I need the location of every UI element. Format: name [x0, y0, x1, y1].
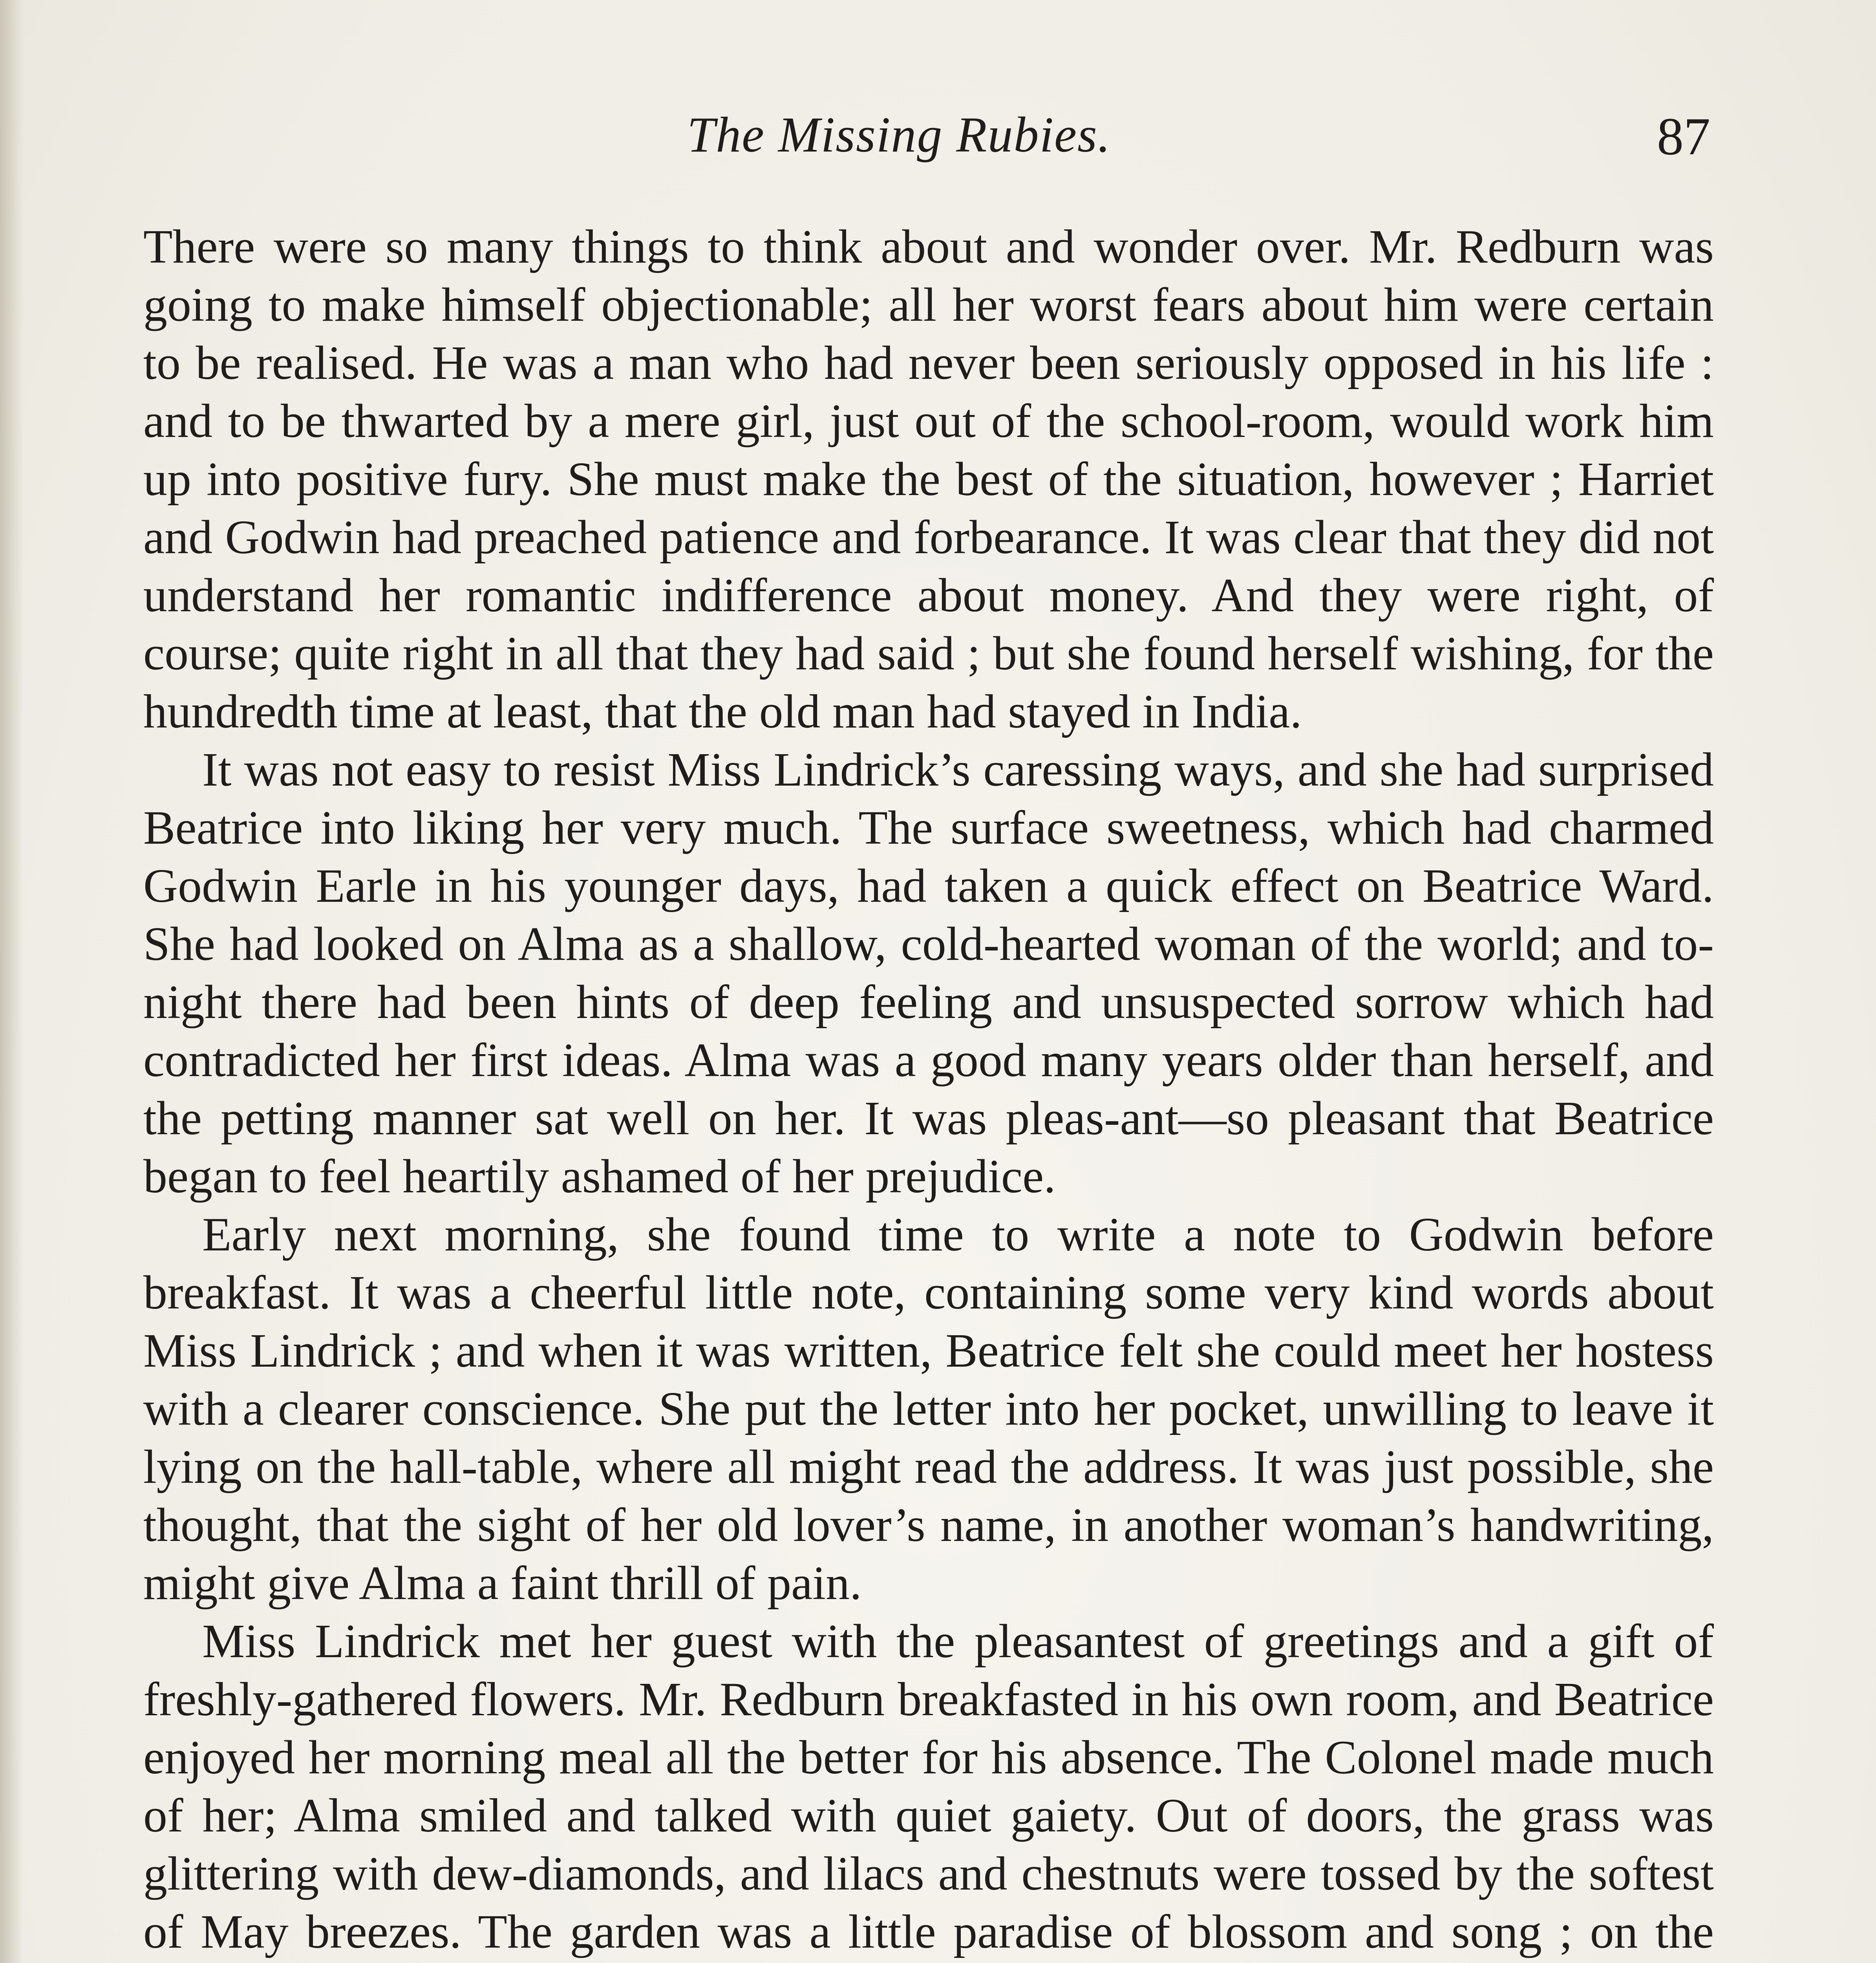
running-title: The Missing Rubies. [687, 107, 1111, 163]
paragraph: Miss Lindrick met her guest with the pleasantest of greetings and a gift of freshly-gathered flowers. Mr. Redburn breakfasted in his own room, and Beatrice enjoyed her morning meal all the better for his absence. The Colonel made much of her; Alma smiled and talked with quiet gaiety. Out of doors, the grass was glittering with dew-diamonds, and lilacs and chestnuts were tossed by the softest of May breezes. The garden was a little paradise of blossom and song ; on the [143, 1615, 1714, 1958]
page-number: 87 [1657, 107, 1710, 166]
paragraph: There were so many things to think about and wonder over. Mr. Redburn was going to make himself objectionable; all her worst fears about him were certain to be realised. He was a man who had never been seriously opposed in his life : and to be thwarted by a mere girl, just out of the school-room, would work him up into positive fury. She must make the best of the situation, however ; Harriet and Godwin had preached patience and forbearance. It was clear that they did not understand her romantic indifference about money. And they were right, of course; quite right in all that they had said ; but she found herself wishing, for the hundredth time at least, that the old man had stayed in India. [143, 220, 1714, 738]
page-gutter-shadow [0, 0, 24, 1963]
paragraph: Early next morning, she found time to write a note to Godwin before breakfast. It was a cheerful little note, containing some very kind words about Miss Lindrick ; and when it was written, Beatrice felt she could meet her hostess with a clearer conscience. She put the letter into her pocket, unwilling to leave it lying on the hall-table, where all might read the address. It was just possible, she thought, that the sight of her old lover’s name, in another woman’s handwriting, might give Alma a faint thrill of pain. [143, 1208, 1714, 1610]
paragraph: It was not easy to resist Miss Lindrick’s caressing ways, and she had surprised Beatrice into liking her very much. The surface sweetness, which had charmed Godwin Earle in his younger days, had taken a quick effect on Beatrice Ward. She had looked on Alma as a shallow, cold-hearted woman of the world; and to-night there had been hints of deep feeling and unsuspected sorrow which had contradicted her first ideas. Alma was a good many years older than herself, and the petting manner sat well on her. It was pleas-ant—so pleasant that Beatrice began to feel heartily ashamed of her prejudice. [143, 743, 1714, 1203]
body-text [143, 218, 1714, 1963]
running-header [0, 106, 1876, 169]
